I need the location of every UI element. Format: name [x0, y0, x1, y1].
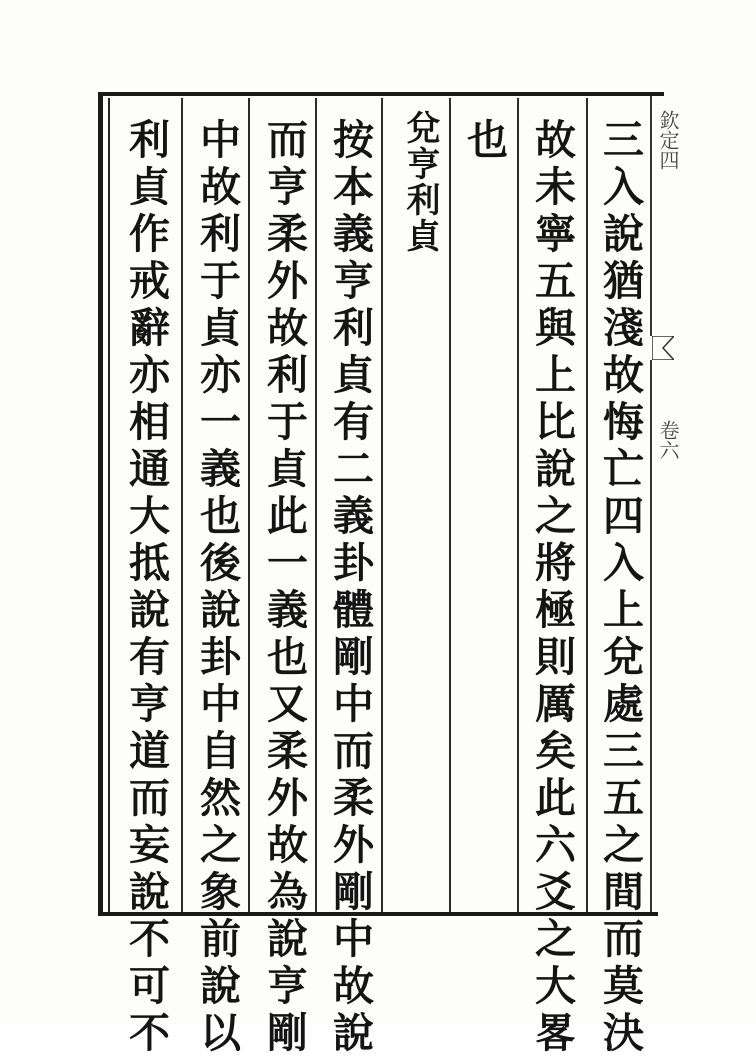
text-column-4-heading: 兌亨利貞 — [400, 110, 440, 254]
text-column-1: 三入說猶淺故悔亡四入上兌處三五之間而莫決 — [596, 118, 644, 1058]
text-column-6: 而亨柔外故利于貞此一義也又柔外故為說亨剛 — [260, 118, 308, 1058]
text-column-5: 按本義亨利貞有二義卦體剛中而柔外剛中故說 — [326, 118, 374, 1058]
right-border-lower — [650, 360, 652, 912]
fish-tail-mark-icon — [652, 336, 674, 360]
text-column-7: 中故利于貞亦一義也後說卦中自然之象前說以 — [193, 118, 241, 1058]
column-rule — [248, 98, 250, 912]
right-border-upper — [650, 96, 652, 336]
inner-left-border — [108, 98, 110, 912]
column-rule — [315, 98, 317, 912]
text-column-2: 故未寧五與上比說之將極則厲矣此六爻之大畧 — [528, 118, 576, 1058]
column-rule — [586, 98, 588, 912]
top-border — [98, 92, 664, 96]
margin-lower-label: 卷六 — [656, 420, 680, 460]
text-column-8: 利貞作戒辭亦相通大抵說有亨道而妄說不可不 — [122, 118, 170, 1058]
column-rule — [381, 98, 383, 912]
column-rule — [181, 98, 183, 912]
column-rule — [517, 98, 519, 912]
margin-upper-label: 欽定四 — [656, 110, 680, 170]
text-column-3: 也 — [460, 118, 508, 165]
column-rule — [449, 98, 451, 912]
